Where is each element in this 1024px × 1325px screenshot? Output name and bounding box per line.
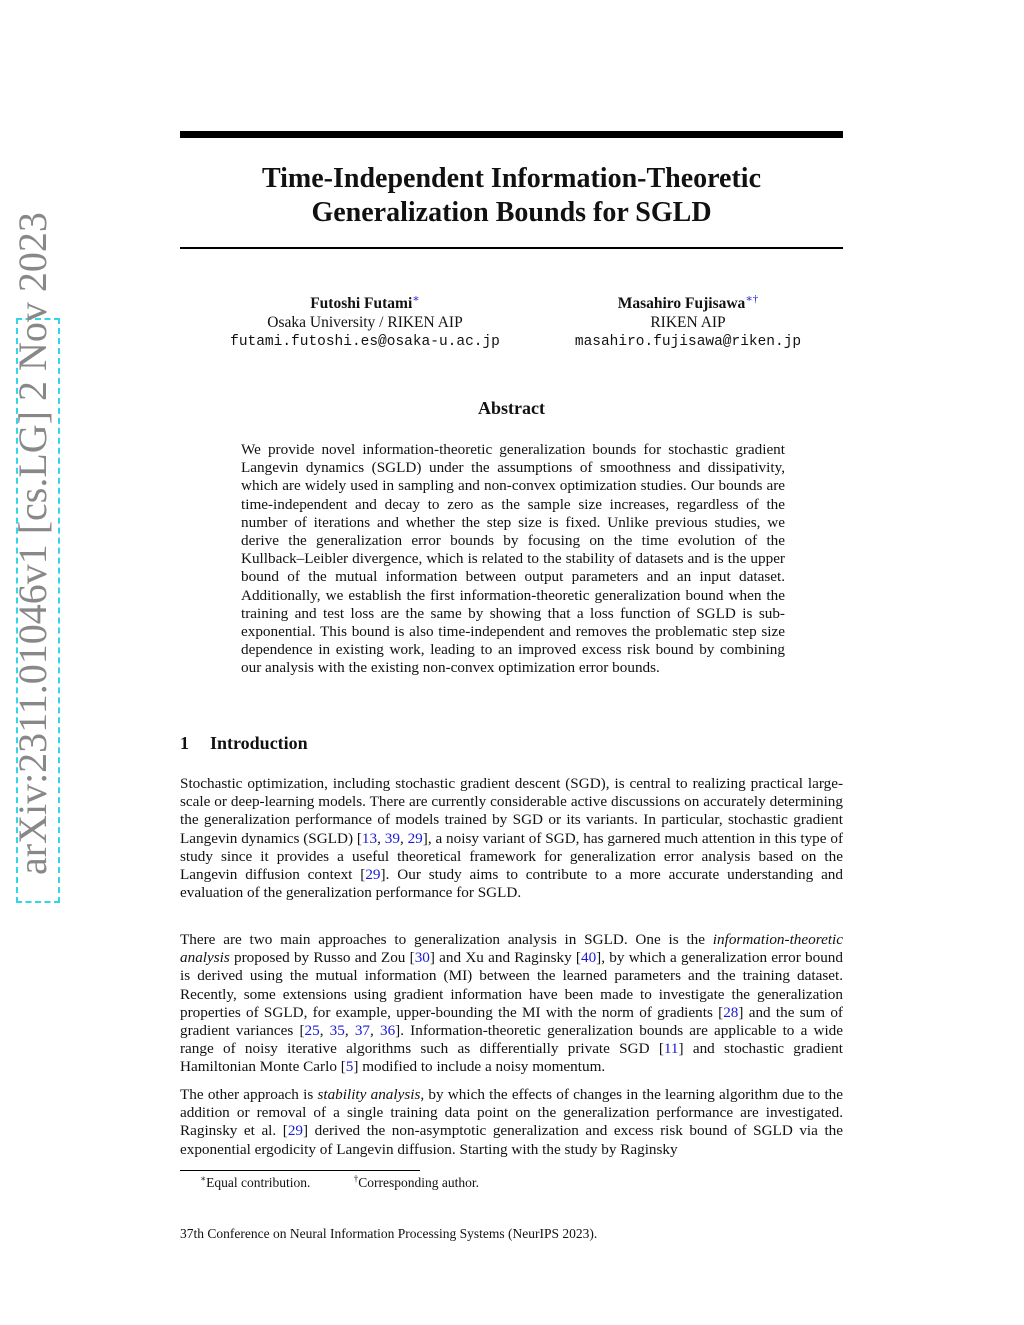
text-run: ], by which a generalization error bound is derived using the mutual information (MI) between the learned parameters and the training dataset. Recently, some extensions using gradient information have been made to investigate the generalization properties of SGLD, for example, upper-bounding the MI with the norm of gradients [ — [180, 949, 843, 1021]
section-title: Introduction — [210, 733, 308, 753]
author-email: masahiro.fujisawa@riken.jp — [574, 334, 802, 350]
author-affiliation: Osaka University / RIKEN AIP — [267, 314, 463, 331]
text-run: ] and Xu and Raginsky [ — [429, 949, 581, 967]
text-run: ]. Our study aims to contribute to a more accurate understanding and evaluation of the generalization performance for SGLD. — [180, 866, 843, 902]
abstract-heading: Abstract — [478, 398, 545, 418]
author-name: Masahiro Fujisawa — [617, 295, 746, 312]
footnotes — [200, 1175, 479, 1191]
title-top-rule — [180, 131, 843, 138]
intro-paragraph-1: Stochastic optimization, including stochastic gradient descent (SGD), is central to realizing practical large-scale or deep-learning models. There are currently considerable active discussions on accurately determining the generalization performance of models trained by SGD or its variants. In particular, stochastic gradient Langevin dynamics (SGLD) [13, 39, 29], a noisy variant of SGD, has garnered much attention in this type of study since it provides a useful theoretical framework for generalization error analysis based on the Langevin diffusion context [29]. Our study aims to contribute to a more accurate understanding and evaluation of the generalization performance for SGLD. — [180, 775, 843, 902]
citation-link[interactable]: 35 — [329, 1022, 345, 1040]
text-run: ] derived the non-asymptotic generalization and excess risk bound of SGLD via the exponential ergodicity of Langevin diffusion. Starting with the study by Raginsky — [180, 1122, 843, 1158]
citation-link[interactable]: 36 — [379, 1022, 396, 1040]
paper-title — [180, 162, 843, 230]
title-bottom-rule — [180, 247, 843, 249]
footnote-text: Corresponding author. — [358, 1175, 479, 1190]
citation-link[interactable]: 28 — [723, 1003, 739, 1021]
footnote-mark: ∗ — [200, 1173, 207, 1184]
citation-link[interactable]: 13 — [361, 829, 378, 847]
intro-paragraph-3 — [180, 1086, 843, 1159]
abstract-text: We provide novel information-theoretic generalization bounds for stochastic gradient Langevin dynamics (SGLD) under the assumptions of smoothness and dissipativity, which are widely used in sampling and non-convex optimization studies. Our bounds are time-independent and decay to zero as the sample size increases, regardless of the number of iterations and whether the step size is fixed. Unlike previous studies, we derive the generalization error bounds by focusing on the time evolution of the Kullback–Leibler divergence, which is related to the stability of datasets and is the upper bound of the mutual information between output parameters and an input dataset. Additionally, we establish the first information-theoretic generalization bound when the training and test loss are the same by showing that a loss function of SGLD is sub-exponential. This bound is also time-independent and removes the problematic step size dependence in existing work, leading to an improved excess risk bound by combining our analysis with the existing non-convex optimization error bounds. — [241, 441, 785, 677]
text-run: Stochastic optimization, including stochastic gradient descent (SGD), is central to realizing practical large-scale or deep-learning models. There are currently considerable active discussions on accurately determining the generalization performance of models trained by SGD or its variants. In particular, stochastic gradient Langevin dynamics (SGLD) [ — [180, 775, 843, 847]
citation-link[interactable]: 29 — [365, 866, 381, 884]
citation-link[interactable]: 30 — [414, 949, 430, 967]
title-line-2: Generalization Bounds for SGLD — [311, 197, 712, 228]
citation-link[interactable]: 29 — [287, 1122, 303, 1140]
author-email: futami.futoshi.es@osaka-u.ac.jp — [230, 334, 500, 350]
intro-paragraph-2: There are two main approaches to generalization analysis in SGLD. One is the information-theoretic analysis proposed by Russo and Zou [30] and Xu and Raginsky [40], by which a generalization error bound is derived using the mutual information (MI) between the learned parameters and the training dataset. Recently, some extensions using gradient information have been made to investigate the generalization properties of SGLD, for example, upper-bounding the MI with the norm of gradients [28] and the sum of gradient variances [25, 35, 37, 36]. Information-theoretic generalization bounds are applicable to a wide range of noisy iterative algorithms such as differentially private SGD [11] and stochastic gradient Hamiltonian Monte Carlo [5] modified to include a noisy momentum. — [180, 931, 844, 1076]
author-name: Futoshi Futami — [310, 295, 413, 312]
title-line-1: Time-Independent Information-Theoretic — [261, 163, 762, 194]
text-run: ]. Information-theoretic generalization bounds are applicable to a wide range of noisy iterative algorithms such as differentially private SGD [ — [180, 1022, 844, 1058]
section-number: 1 — [180, 733, 189, 753]
text-run: proposed by Russo and Zou [ — [229, 949, 415, 967]
citation-link[interactable]: 25 — [304, 1022, 320, 1040]
citation-link[interactable]: 29 — [407, 829, 423, 847]
author-affiliation: RIKEN AIP — [650, 314, 726, 331]
text-run: ] modified to include a noisy momentum. — [353, 1058, 606, 1076]
emphasis: information-theoretic analysis — [180, 931, 843, 967]
citation-link[interactable]: 11 — [663, 1040, 679, 1058]
author-mark[interactable]: ∗ — [412, 292, 420, 305]
citation-link[interactable]: 5 — [345, 1058, 354, 1076]
author-block-2 — [548, 294, 828, 352]
text-run: There are two main approaches to generalization analysis in SGLD. One is the — [180, 931, 713, 948]
footnote-mark: † — [353, 1173, 359, 1184]
text-run: ] and the sum of gradient variances [ — [180, 1003, 843, 1040]
section-heading — [180, 733, 308, 754]
author-block-1 — [200, 294, 530, 352]
emphasis: stability analysis — [317, 1086, 421, 1103]
footnote-rule — [180, 1170, 420, 1171]
citation-link[interactable]: 39 — [384, 829, 400, 847]
text-run: ] and stochastic gradient Hamiltonian Monte Carlo [ — [180, 1040, 843, 1076]
arxiv-stamp[interactable]: arXiv:2311.01046v1 [cs.LG] 2 Nov 2023 — [10, 212, 55, 875]
footnote-text: Equal contribution. — [206, 1175, 311, 1190]
text-run: The other approach is — [180, 1086, 318, 1103]
text-run: ], a noisy variant of SGD, has garnered much attention in this type of study since it provides a useful theoretical framework for generalization error analysis based on the Langevin diffusion context [ — [180, 829, 843, 884]
conference-note: 37th Conference on Neural Information Processing Systems (NeurIPS 2023). — [180, 1226, 598, 1241]
text-run: , by which the effects of changes in the learning algorithm due to the addition or removal of a single training data point on the generalization performance are investigated. Raginsky et al. [ — [180, 1086, 844, 1140]
citation-link[interactable]: 37 — [354, 1022, 370, 1040]
author-mark[interactable]: ∗† — [745, 292, 759, 305]
citation-link[interactable]: 40 — [580, 949, 597, 967]
